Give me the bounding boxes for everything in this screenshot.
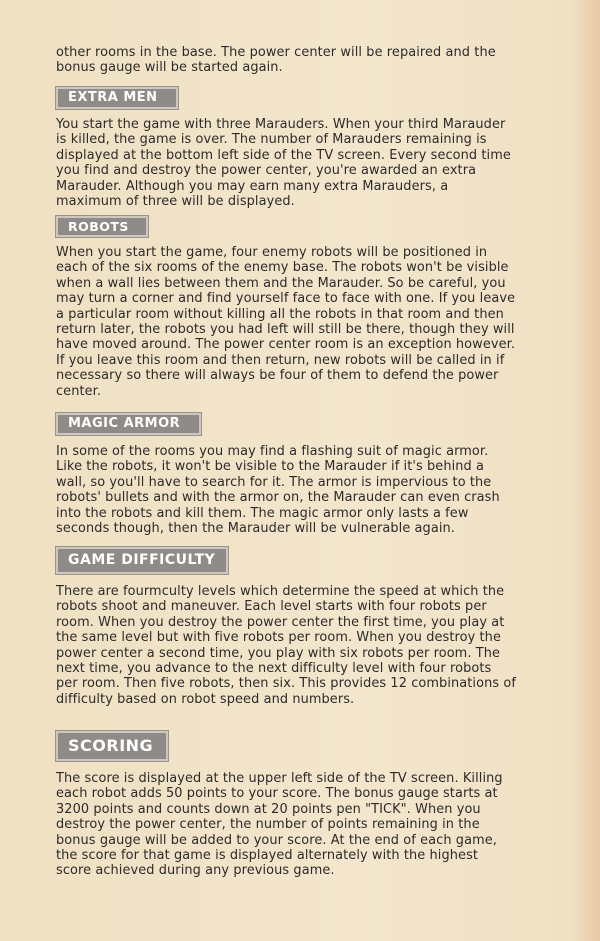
- page-edge: [572, 0, 600, 941]
- robots-text: When you start the game, four enemy robots will be positioned in each of the six rooms of the enemy base. The robots won't be visible when a wall lies between them and the Marauder. So be careful, you may turn a corner and find yourself face to face with one. If you leave a particular room without killing all the robots in that room and then return later, the robots you had left will still be there, though they will have moved around. The power center room is an exception however. If you leave this room and then return, new robots will be called in if necessary so there will always be four of them to defend the power center.: [56, 245, 516, 399]
- scoring-text: The score is displayed at the upper left side of the TV screen. Killing each robot adds 50 points to your score. The bonus gauge starts at 3200 points and counts down at 20 points pen "TICK". When you destroy the power center, the number of points remaining in the bonus gauge will be added to your score. At the end of each game, the score for that game is displayed alternately with the highest score achieved during any previous game.: [56, 771, 503, 879]
- game-difficulty-text: There are fourmculty levels which determine the speed at which the robots shoot and maneuver. Each level starts with four robots per room. When you destroy the power center the first time, you play at the same level but with five robots per room. When you destroy the power center a second time, you play with six robots per room. The next time, you advance to the next difficulty level with four robots per room. Then five robots, then six. This provides 12 combinations of difficulty based on robot speed and numbers.: [56, 584, 517, 707]
- extra-men-text: You start the game with three Marauders. When your third Marauder is killed, the game is over. The number of Marauders remaining is displayed at the bottom left side of the TV screen. Every second time you find and destroy the power center, you're awarded an extra Marauder. Although you may earn many extra Marauders, a maximum of three will be displayed.: [56, 117, 511, 210]
- robots-heading: ROBOTS: [56, 216, 148, 237]
- game-difficulty-section: [56, 584, 516, 707]
- magic-armor-text: In some of the rooms you may find a flashing suit of magic armor. Like the robots, it won't be visible to the Marauder if it's behind a wall, so you'll have to search for it. The armor is impervious to the robots' bullets and with the armor on, the Marauder can even crash into the robots and kill them. The magic armor only lasts a few seconds though, then the Marauder will be vulnerable again.: [56, 444, 500, 537]
- scoring-heading: SCORING: [56, 731, 168, 761]
- scoring-section: [56, 771, 516, 879]
- magic-armor-section: [56, 444, 516, 536]
- robots-section: [56, 245, 516, 399]
- intro-section: [56, 45, 516, 76]
- extra-men-heading: EXTRA MEN: [56, 87, 178, 109]
- game-difficulty-heading: GAME DIFFICULTY: [56, 547, 228, 574]
- magic-armor-heading: MAGIC ARMOR: [56, 413, 201, 435]
- intro-text: other rooms in the base. The power center will be repaired and the bonus gauge will be started again.: [56, 45, 496, 76]
- extra-men-section: [56, 117, 516, 209]
